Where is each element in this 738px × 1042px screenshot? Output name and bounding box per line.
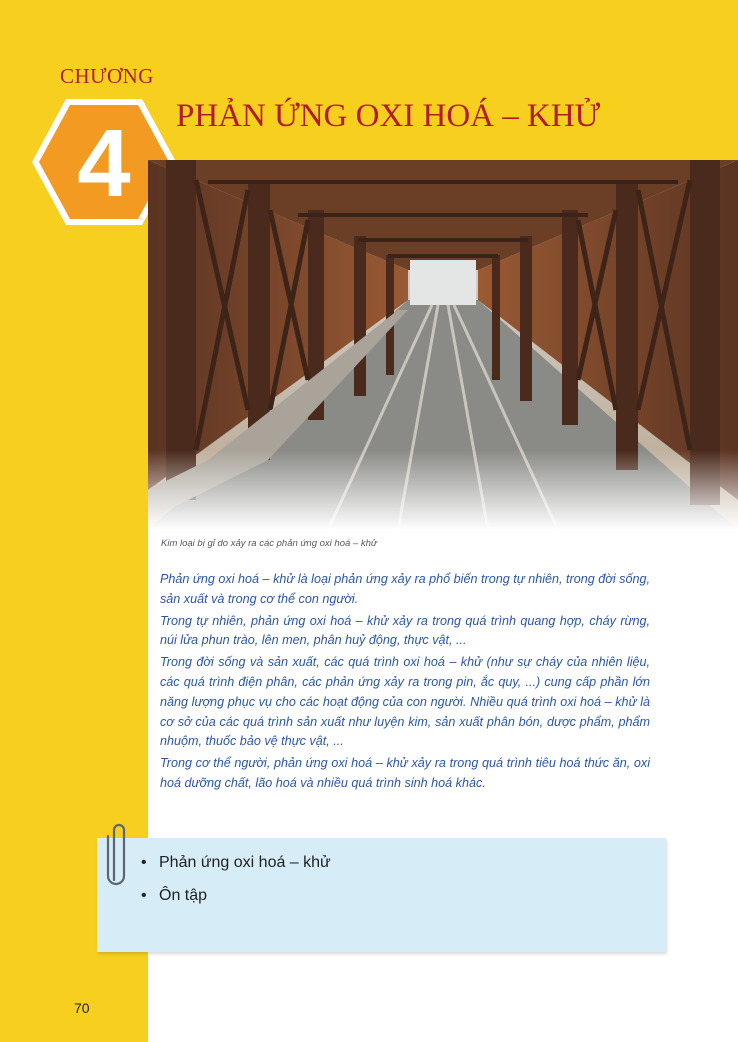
chapter-contents-box [97,838,666,952]
rusty-bridge-photo [148,160,738,530]
chapter-number: 4 [77,110,131,217]
chapter-introduction [160,570,650,796]
lesson-title: Ôn tập [159,887,208,904]
intro-paragraph: Trong cơ thể người, phản ứng oxi hoá – khử xảy ra trong quá trình tiêu hoá thức ăn, oxi hoá dưỡng chất, lão hoá và nhiều quá trình sinh hoá khác. [160,756,650,790]
list-item [141,852,331,874]
bullet-icon: • [141,887,147,904]
paperclip-icon [106,820,132,890]
bullet-icon: • [141,854,147,871]
intro-paragraph: Phản ứng oxi hoá – khử là loại phản ứng xảy ra phổ biến trong tự nhiên, trong đời sống, sản xuất và trong cơ thể con người. [160,572,650,606]
intro-paragraph: Trong đời sống và sản xuất, các quá trình oxi hoá – khử (như sự cháy của nhiên liệu, các quá trình điện phân, các phản ứng xảy ra trong pin, ắc quy, ...) cung cấp phần lớn năng lượng phục vụ cho các hoạt động của con người. Nhiều quá trình oxi hoá – khử là cơ sở của các quá trình sản xuất như luyện kim, sản xuất phân bón, dược phẩm, phẩm nhuộm, thuốc bảo vệ thực vật, ... [160,655,650,749]
photo-caption: Kim loại bị gỉ do xảy ra các phản ứng oxi hoá – khử [161,538,377,549]
chapter-contents-list [141,852,331,918]
page-number: 70 [74,1000,90,1016]
list-item [141,885,331,907]
lesson-title: Phản ứng oxi hoá – khử [159,854,331,871]
chapter-title: PHẢN ỨNG OXI HOÁ – KHỬ [176,98,601,134]
chapter-label: CHƯƠNG [60,64,154,88]
intro-paragraph: Trong tự nhiên, phản ứng oxi hoá – khử xảy ra trong quá trình quang hợp, cháy rừng, núi lửa phun trào, lên men, phân huỷ động, thực vật, ... [160,613,650,648]
